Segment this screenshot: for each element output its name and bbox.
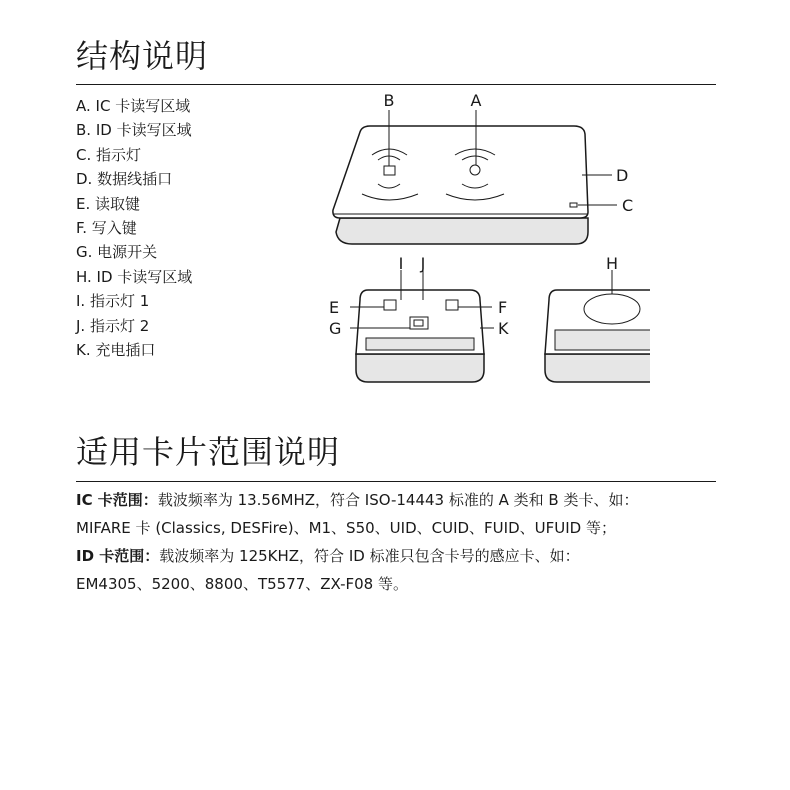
callout-d: D bbox=[616, 166, 629, 185]
device-diagram bbox=[320, 88, 650, 388]
section-title-card-range: 适用卡片范围说明 bbox=[76, 433, 341, 471]
callout-e: E bbox=[329, 298, 340, 317]
callout-i: I bbox=[398, 254, 404, 273]
main-reader-drawing bbox=[333, 126, 588, 244]
id-range-text: 载波频率为 125KHZ，符合 ID 标准只包含卡号的感应卡、如： bbox=[159, 547, 580, 565]
ic-range-line bbox=[76, 486, 716, 514]
callout-f: F bbox=[498, 298, 508, 317]
callout-b: B bbox=[383, 91, 395, 110]
legend-item: B. ID 卡读写区域 bbox=[76, 121, 192, 140]
ic-range-label: IC 卡范围： bbox=[76, 491, 158, 509]
ic-range-text: 载波频率为 13.56MHZ，符合 ISO-14443 标准的 A 类和 B 类卡、如： bbox=[157, 491, 639, 509]
id-range-line-2: EM4305、5200、8800、T5577、ZX-F08 等。 bbox=[76, 575, 408, 593]
ic-range-line-2: MIFARE 卡 (Classics, DESFire)、M1、S50、UID、CUID、FUID、UFUID 等； bbox=[76, 519, 616, 537]
legend-item: D. 数据线插口 bbox=[76, 170, 173, 189]
divider bbox=[76, 84, 716, 85]
section-title-structure: 结构说明 bbox=[76, 37, 209, 75]
handheld-reader-drawing bbox=[356, 290, 484, 382]
legend-item: C. 指示灯 bbox=[76, 145, 142, 164]
legend-item: G. 电源开关 bbox=[76, 243, 158, 262]
legend-item: E. 读取键 bbox=[76, 194, 141, 213]
callout-g: G bbox=[329, 319, 342, 338]
card-range-description bbox=[76, 486, 716, 598]
callout-k: K bbox=[498, 319, 509, 338]
parts-legend bbox=[76, 94, 192, 362]
legend-item: H. ID 卡读写区域 bbox=[76, 267, 193, 286]
card-reader-drawing bbox=[545, 290, 650, 382]
callout-h: H bbox=[605, 254, 619, 273]
callout-a: A bbox=[470, 91, 482, 110]
divider bbox=[76, 481, 716, 482]
callout-j: J bbox=[420, 254, 426, 273]
id-range-label: ID 卡范围： bbox=[76, 547, 160, 565]
legend-item: A. IC 卡读写区域 bbox=[76, 97, 191, 115]
id-range-line bbox=[76, 542, 716, 570]
callout-c: C bbox=[622, 196, 634, 215]
legend-item: J. 指示灯 2 bbox=[76, 316, 150, 335]
legend-item: K. 充电插口 bbox=[76, 340, 156, 359]
legend-item: I. 指示灯 1 bbox=[76, 292, 150, 311]
legend-item: F. 写入键 bbox=[76, 218, 137, 237]
